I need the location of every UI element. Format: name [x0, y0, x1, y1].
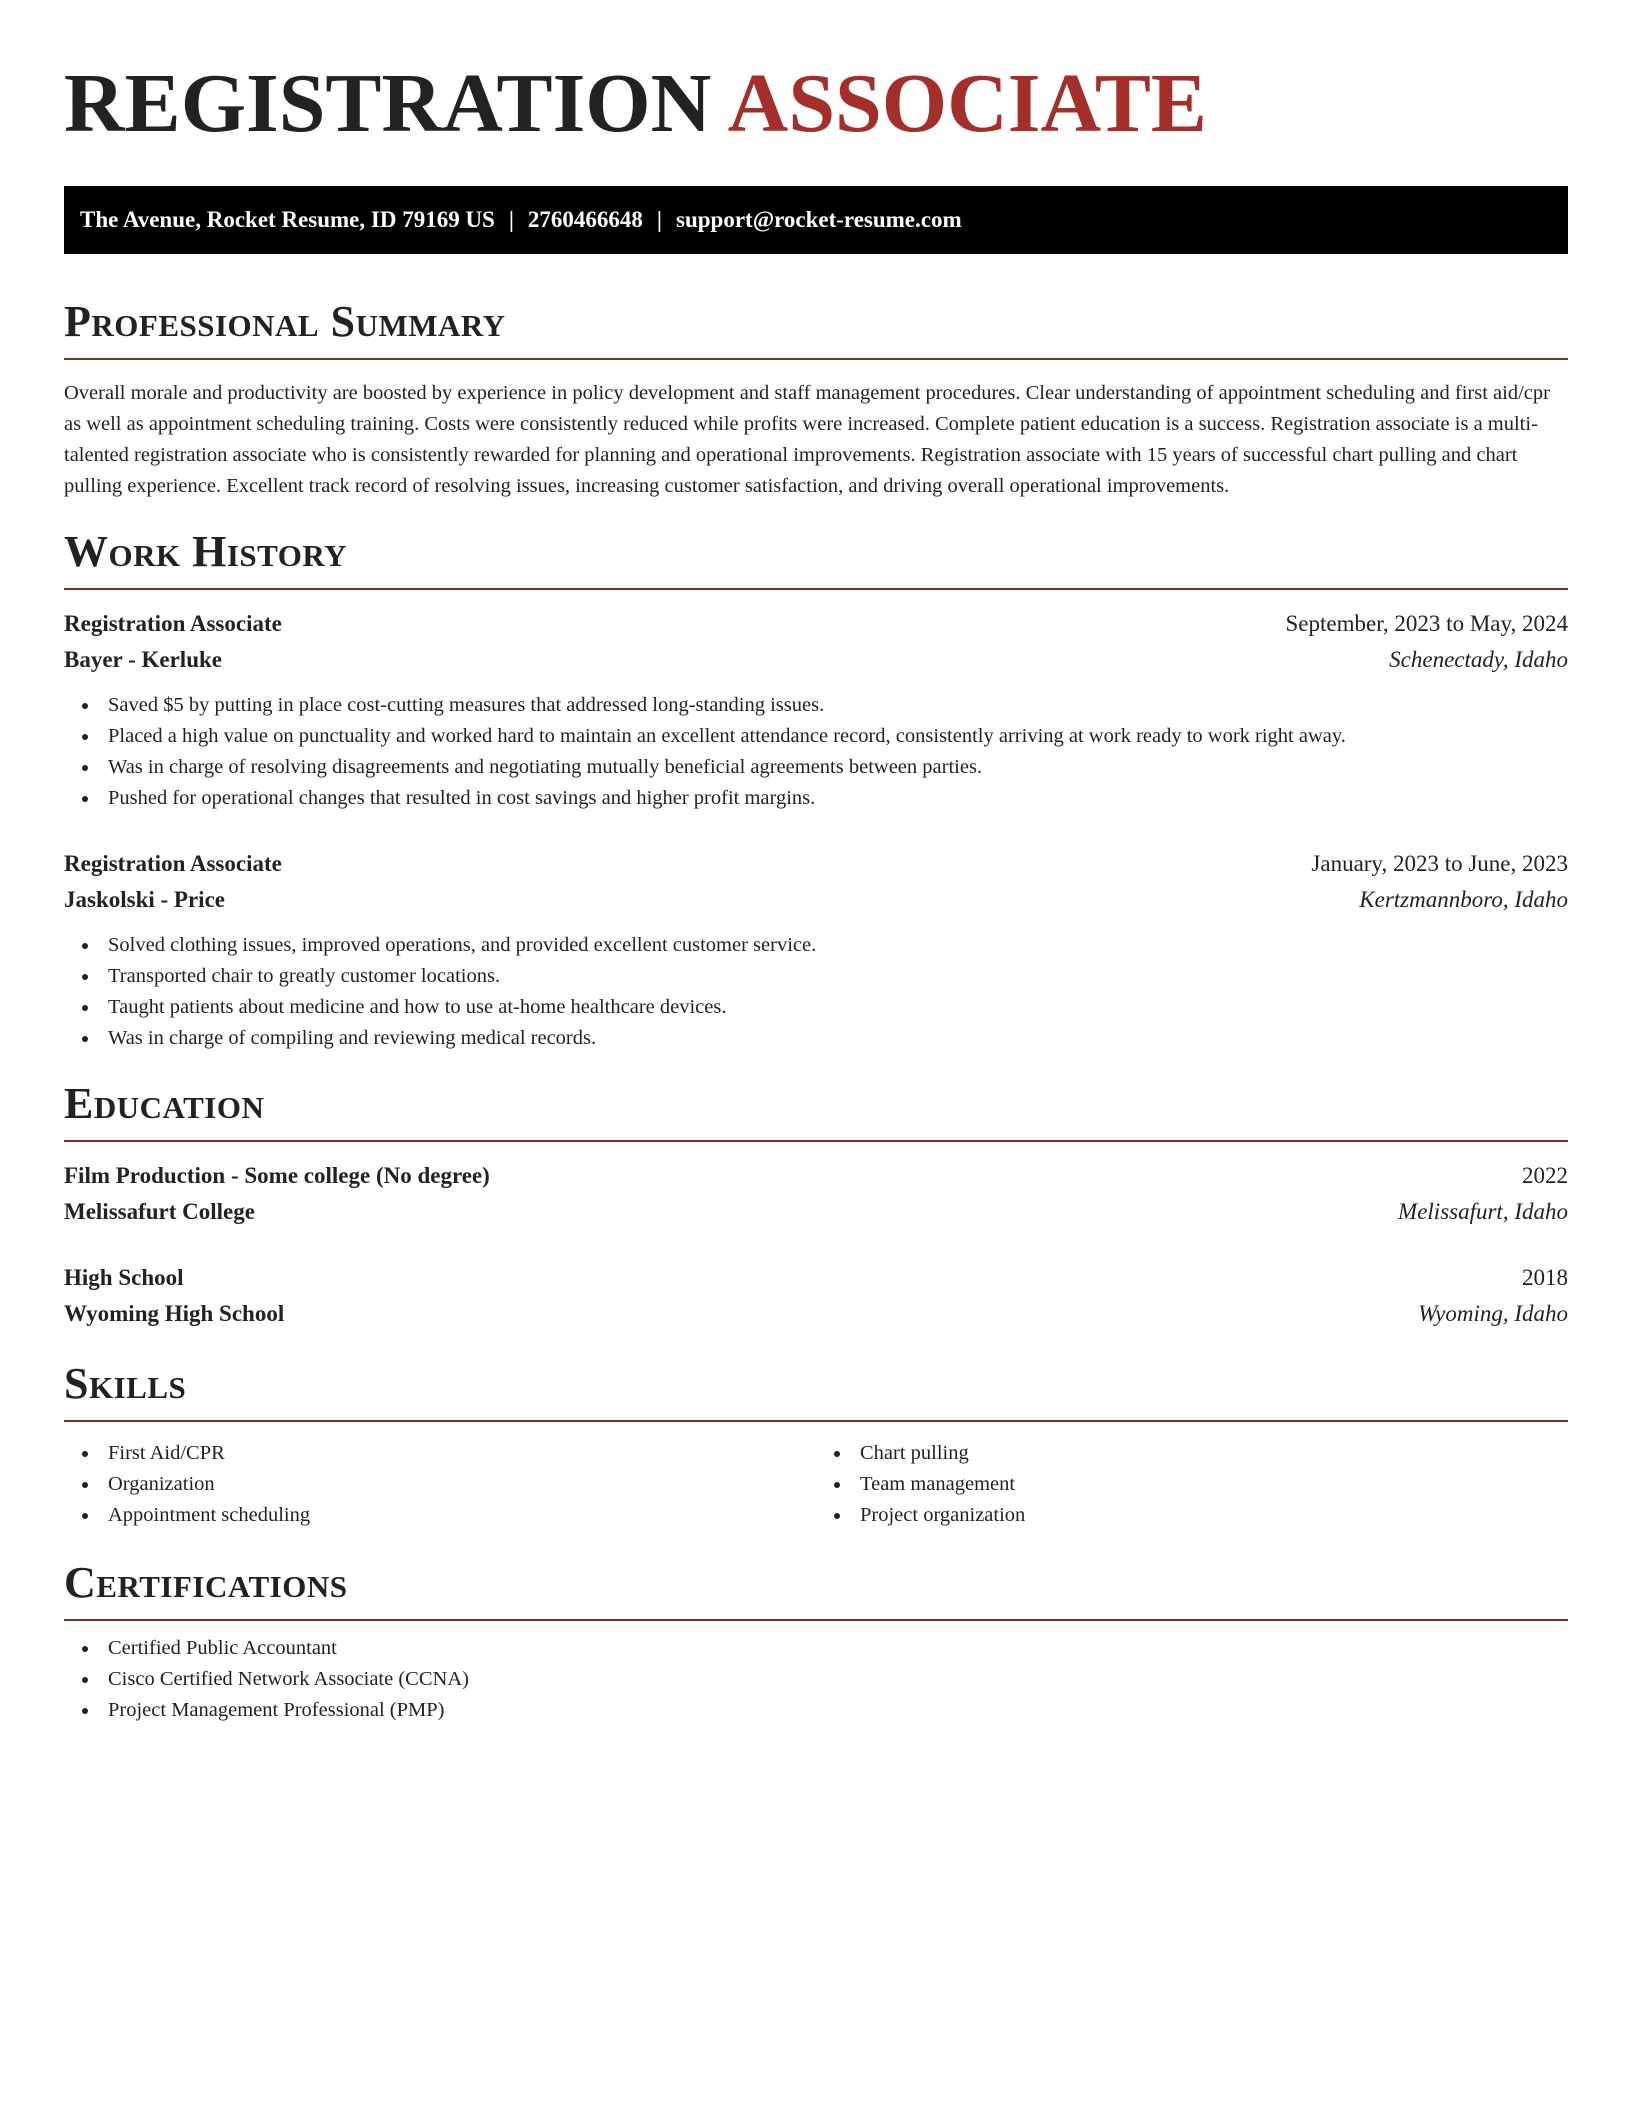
- section-title: Work History: [64, 527, 348, 576]
- section-title: Professional Summary: [64, 297, 506, 346]
- job-entry: [64, 846, 1568, 1054]
- job-company-row: [64, 882, 1568, 918]
- education-school: Wyoming High School: [64, 1301, 285, 1326]
- education-degree: Film Production - Some college (No degree): [64, 1163, 490, 1188]
- list-item: Team management: [832, 1469, 1568, 1500]
- job-entry: [64, 606, 1568, 814]
- skills-list: [816, 1438, 1568, 1531]
- list-item: Was in charge of compiling and reviewing medical records.: [80, 1023, 1568, 1054]
- list-item: Was in charge of resolving disagreements and negotiating mutually beneficial agreements between parties.: [80, 752, 1568, 783]
- job-header-row: [64, 846, 1568, 882]
- list-item: Certified Public Accountant: [80, 1633, 1568, 1664]
- education-school: Melissafurt College: [64, 1199, 255, 1224]
- section-divider: [64, 588, 1568, 590]
- contact-address: The Avenue, Rocket Resume, ID 79169 US: [80, 207, 495, 232]
- section-skills: [64, 1360, 1568, 1531]
- section-title: Skills: [64, 1359, 187, 1408]
- list-item: Pushed for operational changes that resulted in cost savings and higher profit margins.: [80, 783, 1568, 814]
- education-entry: [64, 1158, 1568, 1230]
- job-role: Registration Associate: [64, 611, 282, 636]
- job-bullets: [64, 930, 1568, 1054]
- job-role: Registration Associate: [64, 851, 282, 876]
- section-education: [64, 1080, 1568, 1332]
- list-item: Solved clothing issues, improved operations, and provided excellent customer service.: [80, 930, 1568, 961]
- name-last: ASSOCIATE: [727, 57, 1207, 150]
- section-professional-summary: [64, 298, 1568, 502]
- list-item: Placed a high value on punctuality and worked hard to maintain an excellent attendance record, consistently arriving at work ready to work right away.: [80, 721, 1568, 752]
- list-item: Organization: [80, 1469, 816, 1500]
- education-school-row: [64, 1194, 1568, 1230]
- education-entry: [64, 1260, 1568, 1332]
- section-certifications: [64, 1559, 1568, 1726]
- skills-column-right: [816, 1438, 1568, 1531]
- education-degree: High School: [64, 1265, 184, 1290]
- job-location: Schenectady, Idaho: [1389, 647, 1568, 672]
- education-location: Melissafurt, Idaho: [1398, 1199, 1568, 1224]
- section-divider: [64, 1420, 1568, 1422]
- name-first: REGISTRATION: [64, 57, 712, 150]
- list-item: Cisco Certified Network Associate (CCNA): [80, 1664, 1568, 1695]
- list-item: Saved $5 by putting in place cost-cutting measures that addressed long-standing issues.: [80, 690, 1568, 721]
- section-divider: [64, 1619, 1568, 1621]
- contact-phone: 2760466648: [527, 207, 643, 232]
- education-location: Wyoming, Idaho: [1418, 1301, 1568, 1326]
- education-school-row: [64, 1296, 1568, 1332]
- contact-email: support@rocket-resume.com: [676, 207, 962, 232]
- list-item: Transported chair to greatly customer locations.: [80, 961, 1568, 992]
- skills-grid: [64, 1438, 1568, 1531]
- education-degree-row: [64, 1158, 1568, 1194]
- job-dates: January, 2023 to June, 2023: [1311, 851, 1568, 876]
- job-dates: September, 2023 to May, 2024: [1285, 611, 1568, 636]
- section-title: Certifications: [64, 1558, 348, 1607]
- list-item: Appointment scheduling: [80, 1500, 816, 1531]
- contact-separator: |: [508, 207, 514, 232]
- certifications-list: [64, 1633, 1568, 1726]
- skills-column-left: [64, 1438, 816, 1531]
- list-item: Taught patients about medicine and how to use at-home healthcare devices.: [80, 992, 1568, 1023]
- contact-separator: |: [656, 207, 662, 232]
- education-year: 2018: [1522, 1265, 1568, 1290]
- education-year: 2022: [1522, 1163, 1568, 1188]
- section-work-history: [64, 528, 1568, 1054]
- resume-name: [64, 56, 1568, 152]
- education-degree-row: [64, 1260, 1568, 1296]
- job-company: Bayer - Kerluke: [64, 647, 222, 672]
- skills-list: [64, 1438, 816, 1531]
- job-location: Kertzmannboro, Idaho: [1359, 887, 1568, 912]
- summary-text: Overall morale and productivity are boosted by experience in policy development and staff management procedures. Clear understanding of appointment scheduling and first aid/cpr as well as appointment scheduling training. Costs were consistently reduced while profits were increased. Complete patient education is a success. Registration associate is a multi-talented registration associate who is consistently rewarded for planning and operational improvements. Registration associate with 15 years of successful chart pulling and chart pulling experience. Excellent track record of resolving issues, increasing customer satisfaction, and driving overall operational improvements.: [64, 382, 1550, 497]
- list-item: Chart pulling: [832, 1438, 1568, 1469]
- list-item: Project organization: [832, 1500, 1568, 1531]
- section-title: Education: [64, 1079, 265, 1128]
- section-divider: [64, 1140, 1568, 1142]
- job-bullets: [64, 690, 1568, 814]
- contact-bar: [64, 186, 1568, 254]
- job-header-row: [64, 606, 1568, 642]
- list-item: Project Management Professional (PMP): [80, 1695, 1568, 1726]
- section-divider: [64, 358, 1568, 360]
- list-item: First Aid/CPR: [80, 1438, 816, 1469]
- job-company-row: [64, 642, 1568, 678]
- job-company: Jaskolski - Price: [64, 887, 225, 912]
